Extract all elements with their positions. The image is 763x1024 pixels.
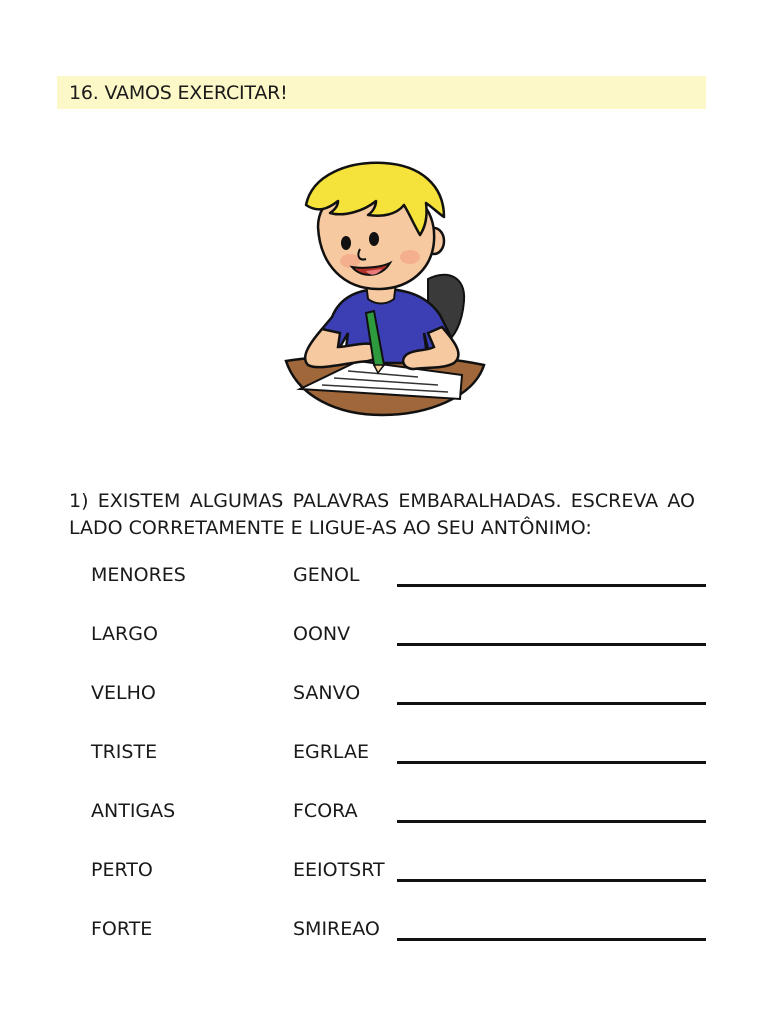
- answer-line[interactable]: [397, 879, 706, 882]
- antonym-word: MENORES: [91, 564, 186, 586]
- antonym-word: TRISTE: [91, 741, 158, 763]
- exercise-row: [0, 560, 763, 590]
- antonym-word: LARGO: [91, 623, 158, 645]
- header-bar: [57, 76, 706, 109]
- answer-line[interactable]: [397, 820, 706, 823]
- antonym-word: VELHO: [91, 682, 156, 704]
- scrambled-word: FCORA: [293, 800, 358, 822]
- answer-line[interactable]: [397, 761, 706, 764]
- exercise-instructions: 1) EXISTEM ALGUMAS PALAVRAS EMBARALHADAS. ESCREVA AO LADO CORRETAMENTE E LIGUE-AS AO SEU ANTÔNIMO:: [69, 490, 695, 539]
- answer-line[interactable]: [397, 643, 706, 646]
- answer-line[interactable]: [397, 938, 706, 941]
- antonym-word: PERTO: [91, 859, 153, 881]
- scrambled-word: EGRLAE: [293, 741, 369, 763]
- scrambled-word: SANVO: [293, 682, 361, 704]
- exercise-row: [0, 737, 763, 767]
- scrambled-word: OONV: [293, 623, 351, 645]
- boy-writing-icon: [278, 157, 488, 419]
- page-title: 16. VAMOS EXERCITAR!: [69, 82, 288, 104]
- scrambled-word: SMIREAO: [293, 918, 380, 940]
- exercise-row: [0, 678, 763, 708]
- scrambled-word: GENOL: [293, 564, 360, 586]
- antonym-word: ANTIGAS: [91, 800, 176, 822]
- answer-line[interactable]: [397, 702, 706, 705]
- exercise-row: [0, 855, 763, 885]
- exercise-row: [0, 914, 763, 944]
- scrambled-word: EEIOTSRT: [293, 859, 385, 881]
- exercise-row: [0, 796, 763, 826]
- exercise-row: [0, 619, 763, 649]
- answer-line[interactable]: [397, 584, 706, 587]
- antonym-word: FORTE: [91, 918, 153, 940]
